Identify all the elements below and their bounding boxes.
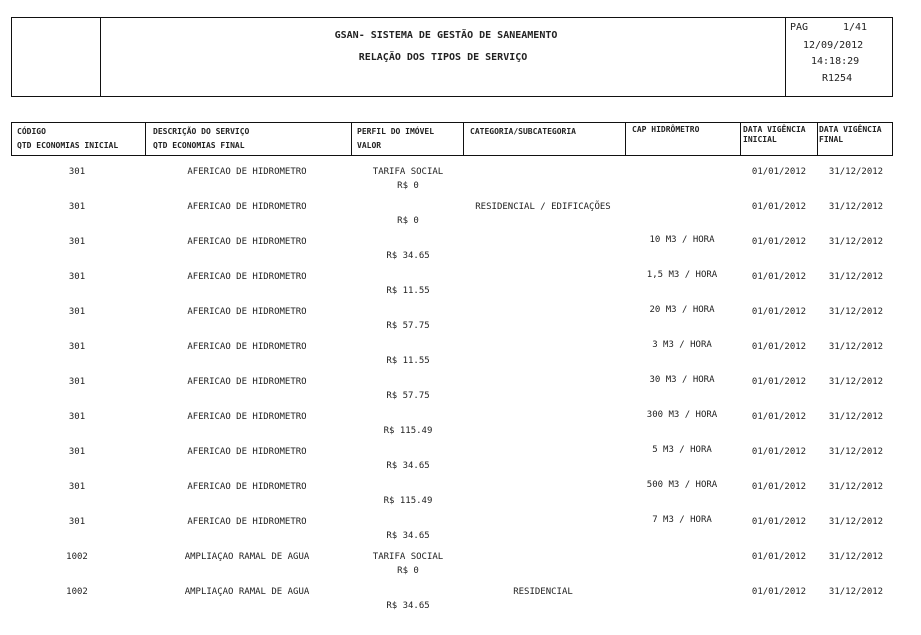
col-header-categoria: CATEGORIA/SUBCATEGORIA <box>470 127 576 136</box>
cell-valor: R$ 57.75 <box>386 321 430 331</box>
col-sep-6 <box>817 122 818 156</box>
cell-inicio: 01/01/2012 <box>751 552 807 562</box>
cell-descricao: AMPLIAÇAO RAMAL DE AGUA <box>184 587 310 597</box>
cell-inicio: 01/01/2012 <box>751 237 807 247</box>
cell-codigo: 301 <box>68 167 86 177</box>
page-number: 1/41 <box>843 22 868 33</box>
cell-inicio: 01/01/2012 <box>751 272 807 282</box>
cell-fim: 31/12/2012 <box>828 167 884 177</box>
cell-descricao: AFERICAO DE HIDROMETRO <box>187 237 307 247</box>
cell-fim: 31/12/2012 <box>828 342 884 352</box>
cell-codigo: 301 <box>68 412 86 422</box>
cell-fim: 31/12/2012 <box>828 517 884 527</box>
cell-inicio: 01/01/2012 <box>751 167 807 177</box>
cell-valor: R$ 34.65 <box>386 601 430 611</box>
cell-descricao: AMPLIAÇAO RAMAL DE AGUA <box>184 552 310 562</box>
cell-perfil: TARIFA SOCIAL <box>372 167 444 177</box>
cell-descricao: AFERICAO DE HIDROMETRO <box>187 342 307 352</box>
col-sep-4 <box>625 122 626 156</box>
report-time: 14:18:29 <box>811 56 860 67</box>
cell-codigo: 1002 <box>66 587 88 597</box>
cell-perfil: TARIFA SOCIAL <box>372 552 444 562</box>
cell-fim: 31/12/2012 <box>828 377 884 387</box>
col-sep-5 <box>740 122 741 156</box>
report-date: 12/09/2012 <box>803 40 864 51</box>
cell-descricao: AFERICAO DE HIDROMETRO <box>187 202 307 212</box>
col-sep-3 <box>463 122 464 156</box>
cell-valor: R$ 0 <box>397 216 419 226</box>
cell-inicio: 01/01/2012 <box>751 587 807 597</box>
cell-cap: 7 M3 / HORA <box>652 515 712 525</box>
cell-categoria: RESIDENCIAL <box>513 587 573 597</box>
cell-inicio: 01/01/2012 <box>751 482 807 492</box>
cell-fim: 31/12/2012 <box>828 272 884 282</box>
col-header-descricao: DESCRIÇÃO DO SERVIÇO <box>153 127 250 136</box>
cell-inicio: 01/01/2012 <box>751 517 807 527</box>
cell-fim: 31/12/2012 <box>828 307 884 317</box>
cell-codigo: 1002 <box>66 552 88 562</box>
cell-descricao: AFERICAO DE HIDROMETRO <box>187 517 307 527</box>
col-header-codigo: CÓDIGO <box>17 127 46 136</box>
cell-categoria: RESIDENCIAL / EDIFICAÇÕES <box>475 202 611 212</box>
header-divider-right <box>785 17 786 97</box>
cell-cap: 500 M3 / HORA <box>646 480 718 490</box>
cell-codigo: 301 <box>68 377 86 387</box>
cell-descricao: AFERICAO DE HIDROMETRO <box>187 412 307 422</box>
cell-fim: 31/12/2012 <box>828 237 884 247</box>
cell-valor: R$ 115.49 <box>383 496 433 506</box>
col-header-perfil: PERFIL DO IMÓVEL <box>357 127 435 136</box>
cell-descricao: AFERICAO DE HIDROMETRO <box>187 482 307 492</box>
cell-codigo: 301 <box>68 447 86 457</box>
cell-valor: R$ 11.55 <box>386 286 430 296</box>
cell-cap: 10 M3 / HORA <box>649 235 715 245</box>
cell-fim: 31/12/2012 <box>828 587 884 597</box>
col-header-qtd-final: QTD ECONOMIAS FINAL <box>153 141 245 150</box>
cell-codigo: 301 <box>68 237 86 247</box>
cell-codigo: 301 <box>68 517 86 527</box>
col-sep-2 <box>351 122 352 156</box>
cell-cap: 30 M3 / HORA <box>649 375 715 385</box>
report-title: RELAÇÃO DOS TIPOS DE SERVIÇO <box>358 52 528 63</box>
cell-valor: R$ 34.65 <box>386 531 430 541</box>
cell-codigo: 301 <box>68 482 86 492</box>
cell-valor: R$ 57.75 <box>386 391 430 401</box>
cell-fim: 31/12/2012 <box>828 412 884 422</box>
cell-cap: 1,5 M3 / HORA <box>646 270 718 280</box>
cell-inicio: 01/01/2012 <box>751 377 807 387</box>
cell-cap: 3 M3 / HORA <box>652 340 712 350</box>
cell-descricao: AFERICAO DE HIDROMETRO <box>187 447 307 457</box>
cell-cap: 5 M3 / HORA <box>652 445 712 455</box>
cell-codigo: 301 <box>68 307 86 317</box>
col-header-valor: VALOR <box>357 141 382 150</box>
report-code: R1254 <box>822 73 853 84</box>
cell-codigo: 301 <box>68 202 86 212</box>
cell-valor: R$ 34.65 <box>386 461 430 471</box>
cell-inicio: 01/01/2012 <box>751 307 807 317</box>
page-label: PAG <box>790 22 809 33</box>
cell-valor: R$ 34.65 <box>386 251 430 261</box>
cell-descricao: AFERICAO DE HIDROMETRO <box>187 377 307 387</box>
cell-inicio: 01/01/2012 <box>751 202 807 212</box>
cell-descricao: AFERICAO DE HIDROMETRO <box>187 167 307 177</box>
cell-fim: 31/12/2012 <box>828 202 884 212</box>
cell-inicio: 01/01/2012 <box>751 342 807 352</box>
col-header-cap: CAP HIDRÔMETRO <box>632 125 700 134</box>
cell-cap: 20 M3 / HORA <box>649 305 715 315</box>
cell-valor: R$ 0 <box>397 566 419 576</box>
cell-inicio: 01/01/2012 <box>751 447 807 457</box>
cell-fim: 31/12/2012 <box>828 482 884 492</box>
cell-valor: R$ 0 <box>397 181 419 191</box>
cell-codigo: 301 <box>68 272 86 282</box>
col-sep-1 <box>145 122 146 156</box>
col-header-vigencia-inicial-2: INICIAL <box>743 135 777 144</box>
col-header-vigencia-final-1: DATA VIGÊNCIA <box>819 125 882 134</box>
cell-descricao: AFERICAO DE HIDROMETRO <box>187 307 307 317</box>
cell-valor: R$ 11.55 <box>386 356 430 366</box>
cell-inicio: 01/01/2012 <box>751 412 807 422</box>
cell-valor: R$ 115.49 <box>383 426 433 436</box>
col-header-vigencia-inicial-1: DATA VIGÊNCIA <box>743 125 806 134</box>
col-header-qtd-inicial: QTD ECONOMIAS INICIAL <box>17 141 119 150</box>
system-title: GSAN- SISTEMA DE GESTÃO DE SANEAMENTO <box>334 30 558 41</box>
cell-descricao: AFERICAO DE HIDROMETRO <box>187 272 307 282</box>
cell-cap: 300 M3 / HORA <box>646 410 718 420</box>
col-header-vigencia-final-2: FINAL <box>819 135 844 144</box>
cell-codigo: 301 <box>68 342 86 352</box>
cell-fim: 31/12/2012 <box>828 552 884 562</box>
header-divider-left <box>100 17 101 97</box>
cell-fim: 31/12/2012 <box>828 447 884 457</box>
